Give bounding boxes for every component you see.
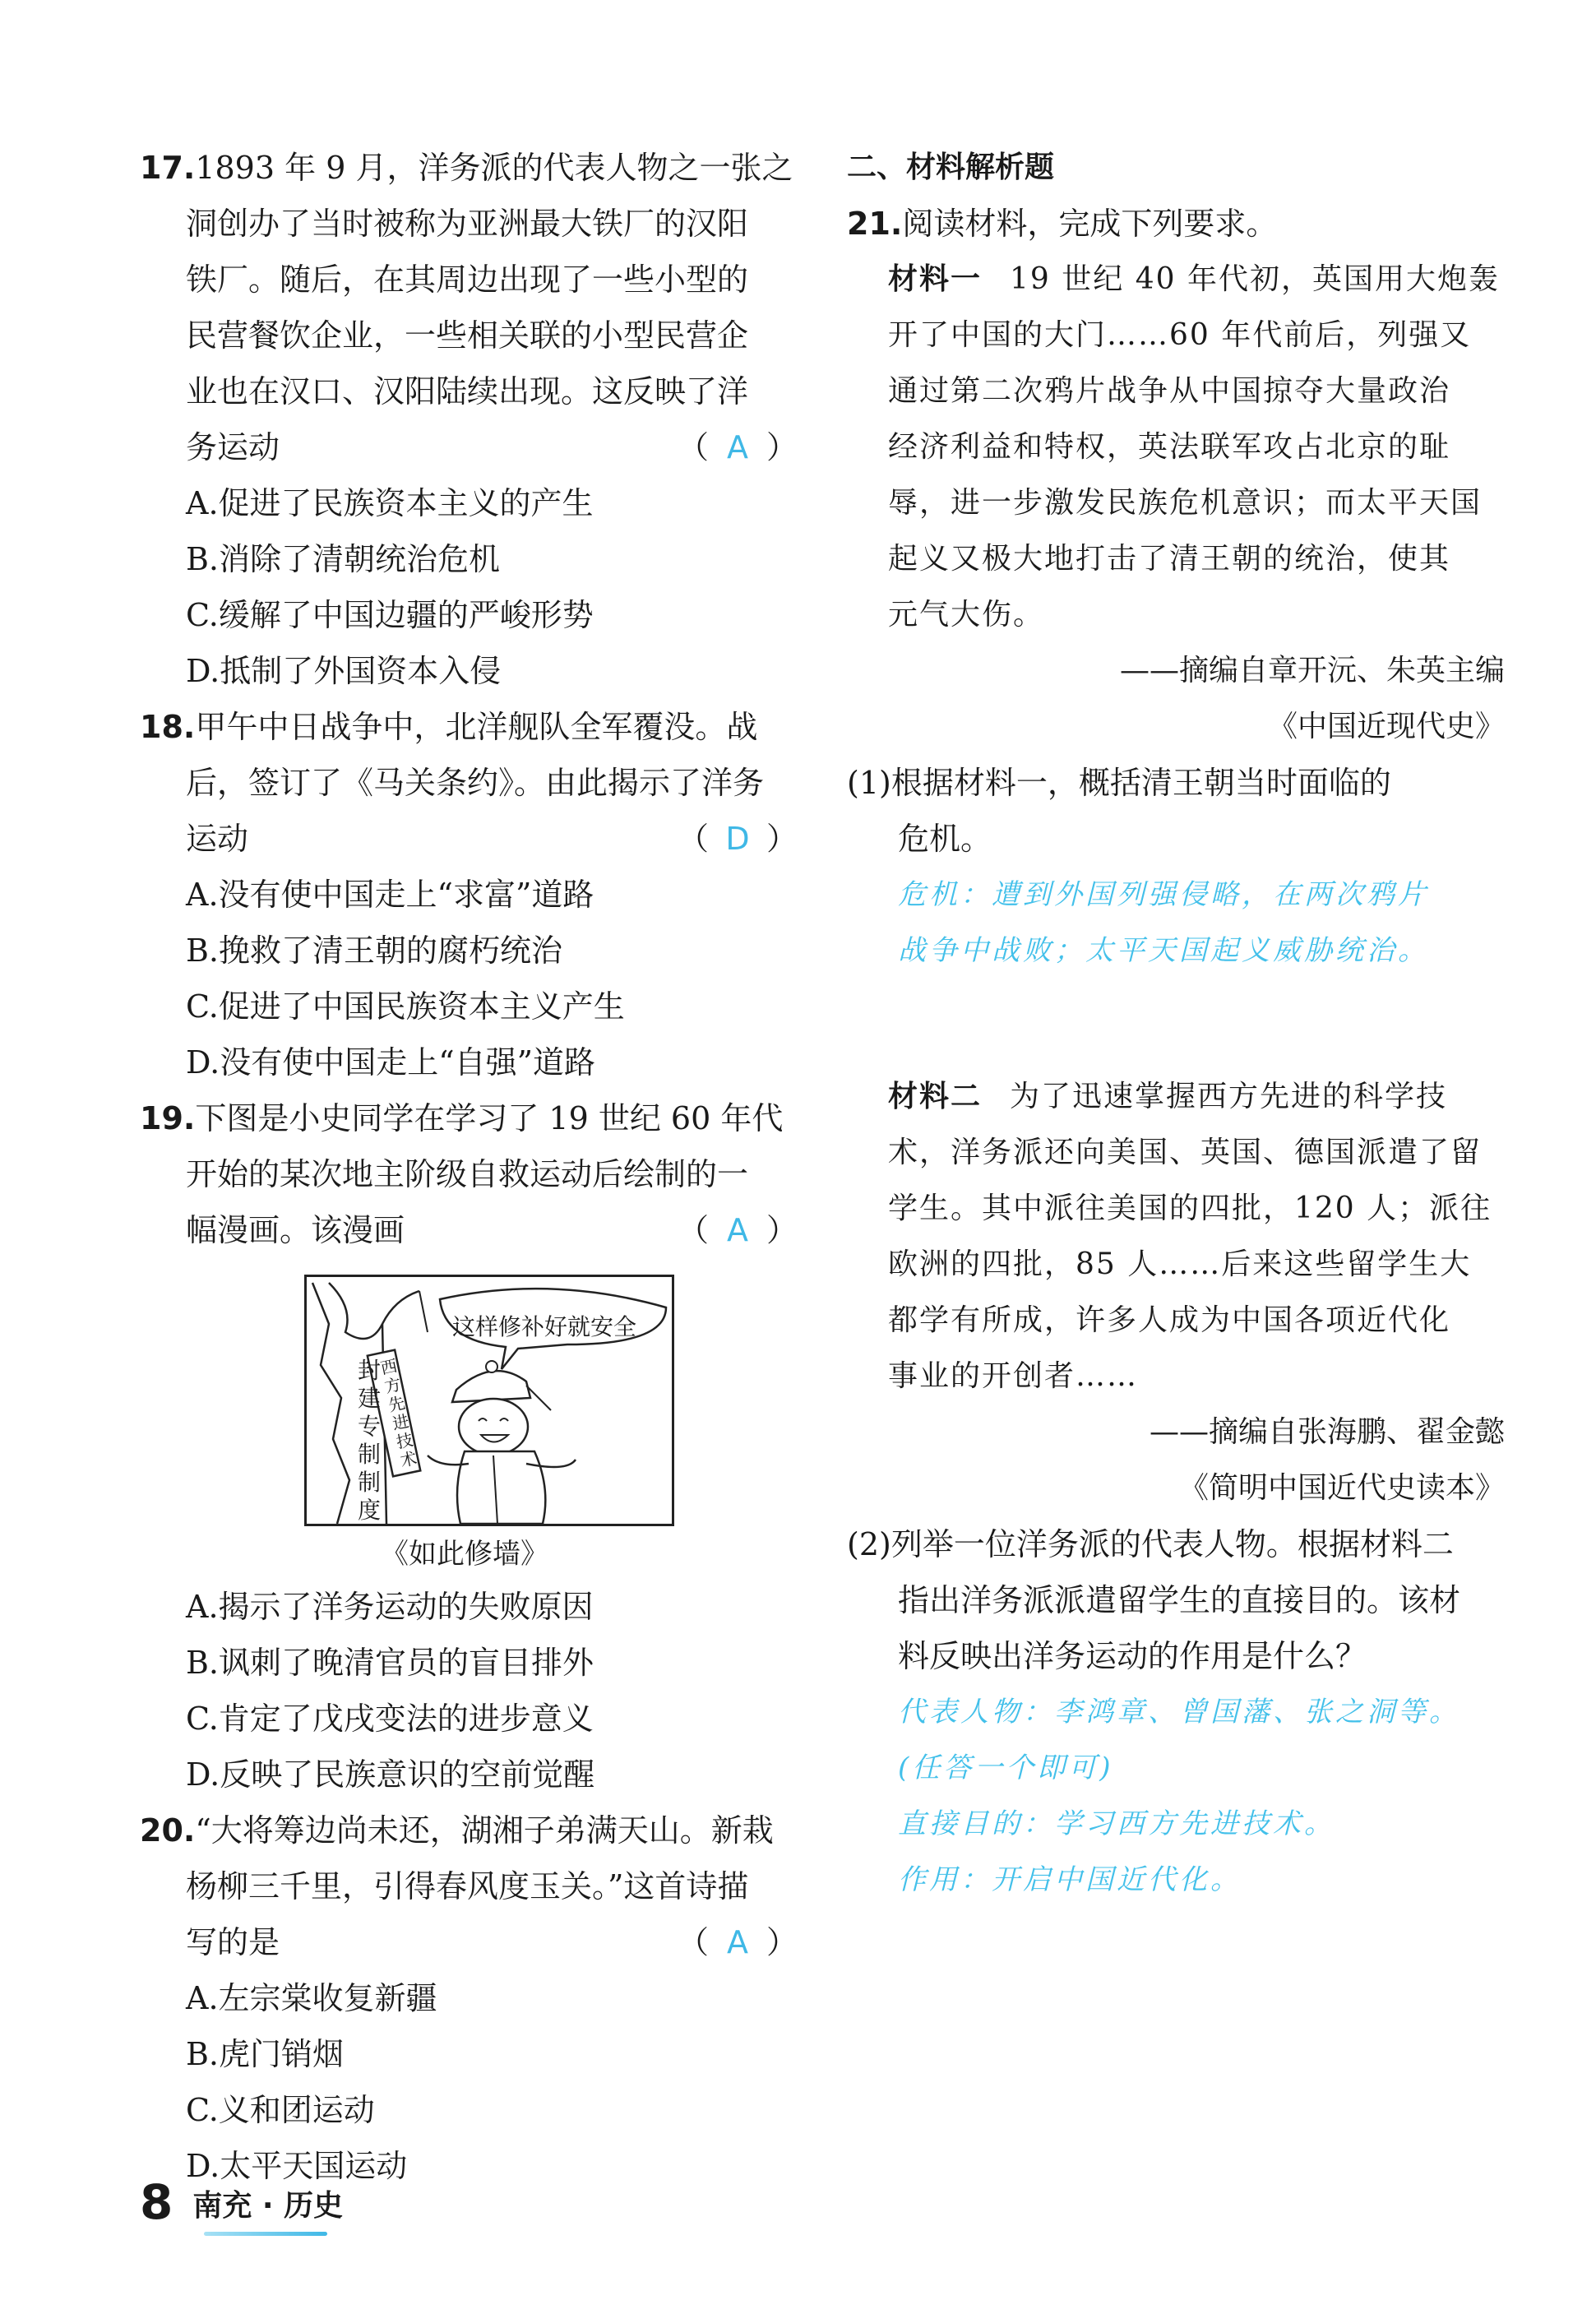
option-b: B.消除了清朝统治危机 bbox=[186, 541, 501, 577]
cartoon-caption: 《如此修墙》 bbox=[381, 1538, 548, 1571]
banner-label: 西方先进技术 bbox=[378, 1355, 419, 1471]
sub-question-text: (1)根据材料一，概括清王朝当时面临的 bbox=[847, 765, 1391, 801]
material-1: 材料一 19 世纪 40 年代初，英国用大炮轰 开了中国的大门……60 年代前后，列强又 通过第二次鸦片战争从中国掠夺大量政治 经济利益和特权，英法联军攻占北京的耻 辱，进一步激发民族危机意识；而太平天国 起义又极大地打击了清王朝的统治，使其 元气大伤。 ——摘编自章开沅、朱英主编 《中国近现代史》 bbox=[847, 252, 1505, 755]
page-footer bbox=[140, 2174, 344, 2230]
question-text: 甲午中日战争中，北洋舰队全军覆没。战 bbox=[195, 709, 758, 745]
answer-bracket: （ D ） bbox=[678, 811, 798, 867]
option-c: C.义和团运动 bbox=[186, 2092, 375, 2128]
question-number: 19. bbox=[140, 1100, 196, 1136]
handwritten-answer: 危机：遭到外国列强侵略，在两次鸦片 bbox=[898, 878, 1429, 911]
material-source: ——摘编自张海鹏、翟金懿 bbox=[1149, 1415, 1505, 1449]
option-d: D.抵制了外国资本入侵 bbox=[186, 653, 502, 689]
answer-letter: A bbox=[726, 429, 748, 465]
option-c: C.缓解了中国边疆的严峻形势 bbox=[186, 597, 594, 633]
material-label: 材料一 bbox=[888, 262, 983, 296]
question-number: 21. bbox=[847, 206, 903, 242]
question-21-intro: 21.阅读材料，完成下列要求。 bbox=[847, 206, 1278, 242]
answer-letter: A bbox=[726, 1212, 748, 1248]
option-d: D.太平天国运动 bbox=[186, 2148, 408, 2184]
option-a: A.左宗棠收复新疆 bbox=[186, 1980, 437, 2016]
option-a: A.促进了民族资本主义的产生 bbox=[186, 485, 594, 521]
material-text: 都学有所成，许多人成为中国各项近代化 bbox=[888, 1303, 1451, 1337]
material-source: 《中国近现代史》 bbox=[1267, 710, 1505, 743]
answer-letter: D bbox=[725, 821, 750, 857]
question-number: 18. bbox=[140, 709, 196, 745]
material-label: 材料二 bbox=[888, 1080, 983, 1113]
section-title: 二、材料解析题 bbox=[847, 150, 1055, 184]
answer-bracket: （ A ） bbox=[678, 1202, 798, 1258]
question-text: “大将筹边尚未还，湖湘子弟满天山。新栽 bbox=[195, 1812, 774, 1849]
answer-bracket: （ A ） bbox=[678, 419, 798, 475]
material-text: 元气大伤。 bbox=[888, 598, 1045, 632]
material-text: 通过第二次鸦片战争从中国掠夺大量政治 bbox=[888, 374, 1451, 408]
question-text: 铁厂。随后，在其周边出现了一些小型的 bbox=[186, 261, 749, 298]
speech-bubble-text: 这样修补好就安全 bbox=[452, 1313, 637, 1340]
material-source: 《简明中国近代史读本》 bbox=[1178, 1471, 1505, 1505]
left-column bbox=[140, 140, 798, 2194]
question-text: 务运动 bbox=[186, 429, 280, 465]
question-17 bbox=[140, 140, 798, 699]
question-number: 17. bbox=[140, 150, 196, 186]
page-number: 8 bbox=[140, 2174, 173, 2230]
handwritten-answer: 代表人物：李鸿章、曾国藩、张之洞等。 bbox=[898, 1696, 1460, 1728]
handwritten-answer: (任答一个即可) bbox=[898, 1752, 1114, 1784]
question-text: 幅漫画。该漫画 bbox=[186, 1212, 405, 1248]
option-d: D.没有使中国走上“自强”道路 bbox=[186, 1044, 596, 1081]
question-20 bbox=[140, 1803, 798, 2194]
wall-label: 封建专制制度 bbox=[357, 1357, 381, 1524]
question-text: 民营餐饮企业，一些相关联的小型民营企 bbox=[186, 317, 749, 354]
handwritten-answer: 直接目的：学习西方先进技术。 bbox=[898, 1807, 1335, 1840]
sub-question-text: 危机。 bbox=[898, 821, 992, 857]
question-number: 20. bbox=[140, 1812, 196, 1849]
question-text: 写的是 bbox=[186, 1924, 280, 1960]
answer-bracket: （ A ） bbox=[678, 1914, 798, 1970]
material-text: 术，洋务派还向美国、英国、德国派遣了留 bbox=[888, 1136, 1483, 1169]
handwritten-answer: 作用：开启中国近代化。 bbox=[898, 1863, 1242, 1896]
handwritten-answer: 战争中战败；太平天国起义威胁统治。 bbox=[898, 934, 1429, 967]
question-18 bbox=[140, 699, 798, 1090]
question-text: 洞创办了当时被称为亚洲最大铁厂的汉阳 bbox=[186, 206, 749, 242]
material-text: 起义又极大地打击了清王朝的统治，使其 bbox=[888, 542, 1451, 576]
sub-question-2 bbox=[847, 1516, 1505, 1908]
sub-question-1 bbox=[847, 755, 1505, 979]
right-column bbox=[847, 140, 1505, 1908]
question-19 bbox=[140, 1090, 798, 1803]
material-text: 开了中国的大门……60 年代前后，列强又 bbox=[888, 318, 1472, 352]
sub-question-text: 料反映出洋务运动的作用是什么？ bbox=[898, 1638, 1367, 1674]
material-text: 事业的开创者…… bbox=[888, 1359, 1139, 1393]
question-text: 开始的某次地主阶级自救运动后绘制的一 bbox=[186, 1156, 749, 1192]
sub-question-text: 指出洋务派派遣留学生的直接目的。该材 bbox=[898, 1582, 1461, 1618]
answer-letter: A bbox=[726, 1924, 748, 1960]
material-source: ——摘编自章开沅、朱英主编 bbox=[1119, 654, 1505, 687]
question-text: 运动 bbox=[186, 821, 249, 857]
question-text: 1893 年 9 月，洋务派的代表人物之一张之 bbox=[195, 150, 793, 186]
footer-label: 南充 · 历史 bbox=[192, 2189, 344, 2223]
option-a: A.没有使中国走上“求富”道路 bbox=[186, 877, 594, 913]
question-text: 下图是小史同学在学习了 19 世纪 60 年代 bbox=[195, 1100, 784, 1136]
option-c: C.肯定了戊戌变法的进步意义 bbox=[186, 1701, 594, 1737]
option-b: B.挽救了清王朝的腐朽统治 bbox=[186, 932, 563, 969]
sub-question-text: (2)列举一位洋务派的代表人物。根据材料二 bbox=[847, 1526, 1454, 1562]
option-c: C.促进了中国民族资本主义产生 bbox=[186, 988, 625, 1025]
material-text: 欧洲的四批，85 人……后来这些留学生大 bbox=[888, 1247, 1472, 1281]
question-text: 业也在汉口、汉阳陆续出现。这反映了洋 bbox=[186, 373, 749, 410]
option-d: D.反映了民族意识的空前觉醒 bbox=[186, 1756, 595, 1793]
footer-underline bbox=[204, 2232, 327, 2236]
question-text: 杨柳三千里，引得春风度玉关。”这首诗描 bbox=[186, 1868, 749, 1904]
question-text: 后，签订了《马关条约》。由此揭示了洋务 bbox=[186, 765, 765, 801]
option-b: B.讽刺了晚清官员的盲目排外 bbox=[186, 1645, 594, 1681]
cartoon-illustration bbox=[304, 1275, 674, 1529]
material-text: 经济利益和特权，英法联军攻占北京的耻 bbox=[888, 430, 1451, 464]
option-a: A.揭示了洋务运动的失败原因 bbox=[186, 1589, 594, 1625]
material-text: 学生。其中派往美国的四批，120 人；派往 bbox=[888, 1192, 1492, 1225]
material-text: 辱，进一步激发民族危机意识；而太平天国 bbox=[888, 486, 1483, 520]
option-b: B.虎门销烟 bbox=[186, 2036, 345, 2072]
material-2: 材料二 为了迅速掌握西方先进的科学技 术，洋务派还向美国、英国、德国派遣了留 学生。其中派往美国的四批，120 人；派往 欧洲的四批，85 人……后来这些留学生大 都学有所成，许多人成为中国各项近代化 事业的开创者…… ——摘编自张海鹏、翟金懿 《简明中国近代史读本》 bbox=[847, 1069, 1505, 1516]
